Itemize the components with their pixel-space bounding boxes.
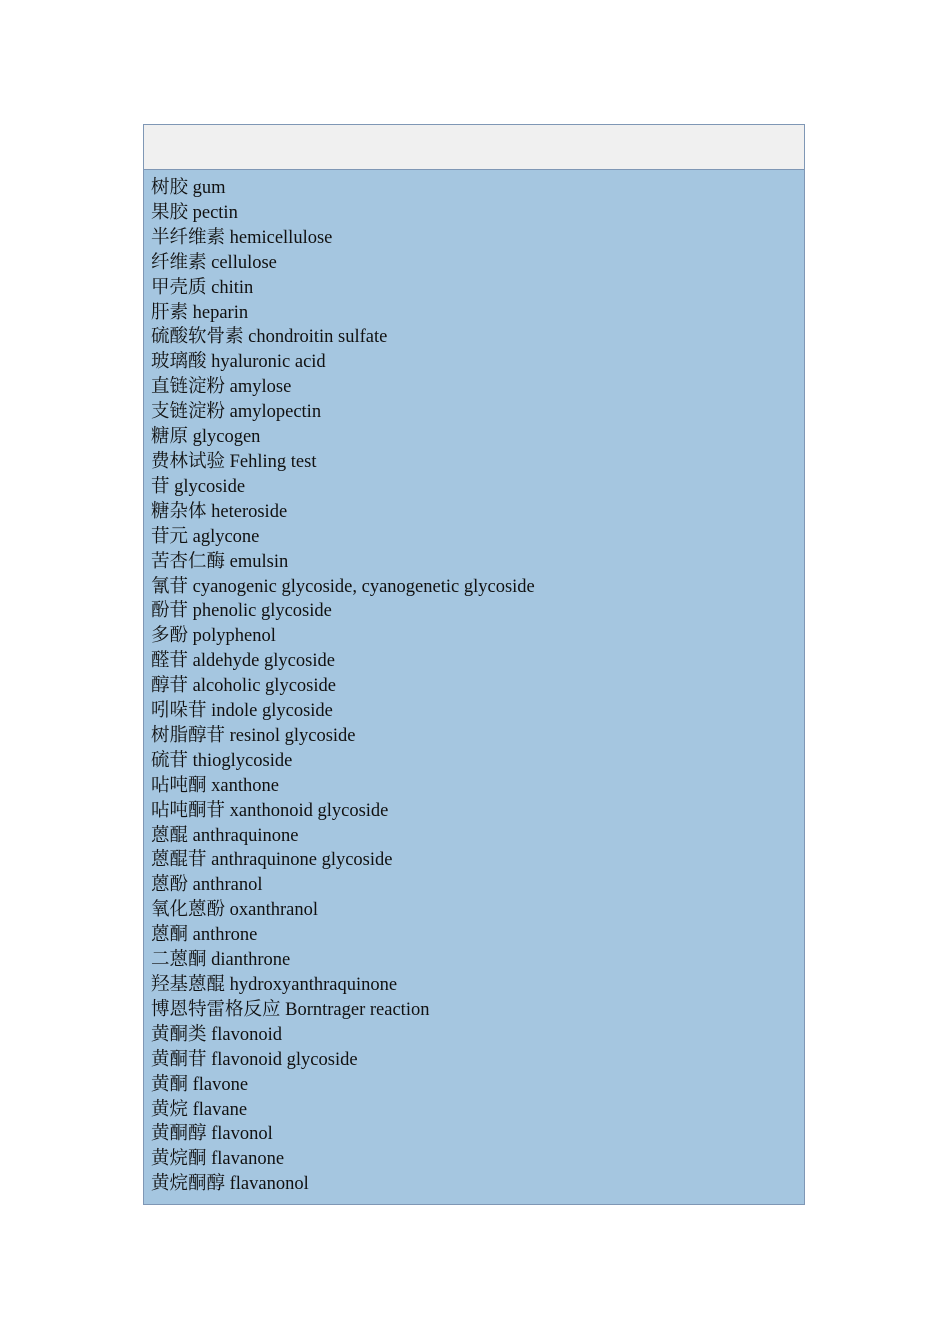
term-item: 苷元 aglycone [151, 526, 260, 547]
term-item: 呫吨酮苷 xanthonoid glycoside [151, 800, 389, 821]
term-item: 肝素 heparin [151, 302, 249, 323]
term-item: 酚苷 phenolic glycoside [151, 601, 332, 622]
term-item: 黄酮苷 flavonoid glycoside [151, 1049, 358, 1070]
term-item: 氰苷 cyanogenic glycoside, cyanogenetic glycoside [151, 576, 535, 597]
term-item: 树胶 gum [151, 178, 226, 198]
term-item: 纤维素 cellulose [151, 252, 277, 273]
term-item: 吲哚苷 indole glycoside [151, 701, 333, 722]
term-item: 黄酮类 flavonoid [151, 1024, 283, 1045]
term-item: 费林试验 Fehling test [151, 451, 317, 472]
term-item: 甲壳质 chitin [151, 277, 254, 298]
term-list-cell [144, 170, 804, 1204]
term-item: 支链淀粉 amylopectin [151, 402, 322, 423]
term-item: 羟基蒽醌 hydroxyanthraquinone [151, 975, 398, 995]
term-item: 醇苷 alcoholic glycoside [151, 676, 336, 697]
term-item: 蒽醌 anthraquinone [151, 825, 299, 846]
term-item: 硫酸软骨素 chondroitin sulfate [151, 327, 388, 348]
term-item: 黄烷 flavane [151, 1099, 248, 1120]
term-item: 果胶 pectin [151, 202, 238, 223]
term-item: 醛苷 aldehyde glycoside [151, 651, 335, 672]
term-item: 呫吨酮 xanthone [151, 775, 279, 796]
term-item: 直链淀粉 amylose [151, 377, 292, 398]
term-item: 蒽酮 anthrone [151, 925, 258, 946]
term-item: 玻璃酸 hyaluronic acid [151, 352, 326, 373]
term-item: 蒽醌苷 anthraquinone glycoside [151, 850, 393, 871]
term-item: 黄酮醇 flavonol [151, 1124, 273, 1145]
glossary-table [143, 124, 805, 1205]
term-item: 黄烷酮 flavanone [151, 1149, 285, 1170]
term-item: 氧化蒽酚 oxanthranol [151, 900, 318, 921]
term-item: 糖原 glycogen [151, 427, 261, 448]
term-item: 树脂醇苷 resinol glycoside [151, 725, 356, 746]
term-item: 二蒽酮 dianthrone [151, 950, 291, 971]
table-header-row [144, 125, 804, 170]
term-item: 蒽酚 anthranol [151, 875, 263, 896]
term-item: 苷 glycoside [151, 476, 246, 497]
term-item: 黄烷酮醇 flavanonol [151, 1174, 309, 1195]
term-item: 博恩特雷格反应 Borntrager reaction [151, 999, 430, 1020]
term-item: 苦杏仁酶 emulsin [151, 551, 289, 572]
term-item: 糖杂体 heteroside [151, 501, 288, 522]
term-item: 半纤维素 hemicellulose [151, 227, 333, 248]
term-item: 黄酮 flavone [151, 1074, 249, 1095]
term-item: 硫苷 thioglycoside [151, 750, 293, 771]
term-item: 多酚 polyphenol [151, 626, 276, 647]
